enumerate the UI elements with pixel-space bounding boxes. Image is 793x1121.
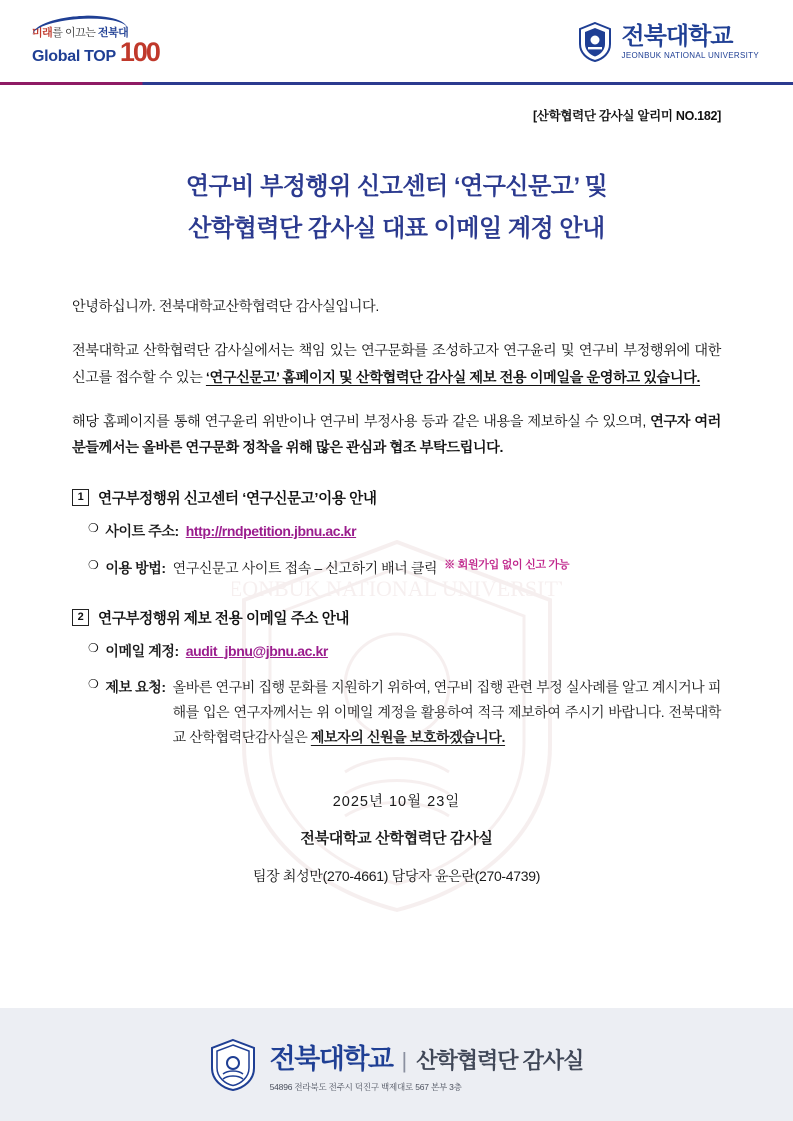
intro-paragraph-1 [72,338,721,391]
section-2-title: 연구부정행위 제보 전용 이메일 주소 안내 [98,610,350,627]
list-item [72,675,721,751]
university-name-kr: 전북대학교 [621,22,733,50]
item-text-a: 올바른 연구비 집행 문화를 지원하기 위하여, 연구비 집행 관련 부정 실사례를 알고 계시거나 피해를 입은 연구자께서는 위 이메일 계정을 활용하여 적극 제보하여 주시기 바랍니다. 전북대학교 산학협력단감사실은 [172,678,721,746]
item-label: 제보 요청: [105,678,166,695]
section-1-heading [72,487,721,508]
page-header [0,0,793,82]
bullet-circle-icon: ❍ [88,676,99,691]
page-title [72,166,721,250]
bullet-circle-icon: ❍ [88,557,99,572]
jbnu-global-top-logo [32,24,212,68]
intro-p1-text-b: ‘연구신문고’ 홈페이지 및 산학협력단 감사실 제보 전용 이메일을 운영하고 있습니다. [205,369,701,386]
intro-p2-text-a: 해당 홈페이지를 통해 연구윤리 위반이나 연구비 부정사용 등과 같은 내용을 제보하실 수 있으며, [72,413,651,430]
jbnu-wordmark [578,22,759,62]
section-2 [72,607,721,751]
list-item [72,556,721,581]
bullet-circle-icon: ❍ [88,521,99,536]
document-date: 2025년 10월 23일 [332,794,461,811]
footer-university-name: 전북대학교 [269,1043,393,1074]
audit-email-link[interactable]: audit_jbnu@jbnu.ac.kr [185,642,328,659]
logo-global-top [32,37,212,67]
section-1-number: 1 [72,489,89,506]
item-text-b: 제보자의 신원을 보호하겠습니다. [310,729,506,746]
svg-text:JEONBUK NATIONAL UNIVERSITY: JEONBUK NATIONAL UNIVERSITY [231,576,562,601]
footer-divider: | [401,1047,408,1073]
section-1-title: 연구부정행위 신고센터 ‘연구신문고’이용 안내 [98,491,377,508]
item-label: 이용 방법: [105,559,166,576]
notice-number: [산학협력단 감사실 알리미 NO.182] [532,109,721,123]
rndpetition-site-link[interactable]: http://rndpetition.jbnu.ac.kr [185,523,357,540]
item-text: 연구신문고 사이트 접속 – 신고하기 배너 클릭 [172,559,438,576]
university-name-en: JEONBUK NATIONAL UNIVERSITY [621,51,759,61]
university-crest-icon [210,1038,256,1092]
document-body [0,106,793,1029]
intro-p1-text-a: 전북대학교 산학협력단 감사실에서는 책임 있는 연구문화를 조성하고자 연구윤리 및 연구비 부정행위에 대한 신고를 접수할 수 있는 [72,343,721,386]
greeting-paragraph: 안녕하십니까. 전북대학교산학협력단 감사실입니다. [72,299,379,315]
header-divider [0,82,793,85]
item-note: ※ 회원가입 없이 신고 가능 [444,558,570,571]
section-1 [72,487,721,580]
item-body [173,675,721,751]
item-label: 이메일 계정: [105,642,179,659]
global-top-number: 100 [119,37,159,67]
logo-tagline: 미래를 이끄는 전북대 [32,27,129,39]
contact-info: 팀장 최성만(270-4661) 담당자 윤은란(270-4739) [252,868,541,885]
footer-address: 54896 전라북도 전주시 덕진구 백제대로 567 본부 3층 [269,1081,462,1092]
global-top-text: Global TOP [32,48,116,65]
page-footer [0,1008,793,1121]
section-2-number: 2 [72,609,89,626]
list-item [72,639,721,664]
issuing-organization: 전북대학교 산학협력단 감사실 [300,830,493,848]
bullet-circle-icon: ❍ [88,640,99,655]
page-title-line2: 산학협력단 감사실 대표 이메일 계정 안내 [188,215,605,242]
section-2-heading [72,607,721,628]
footer-department: 산학협력단 감사실 [416,1047,584,1073]
item-label: 사이트 주소: [105,523,179,540]
university-crest-icon [578,22,612,62]
list-item [72,519,721,544]
intro-p2-text-b: 연구자 여러분들께서는 올바른 연구문화 정착을 위해 많은 관심과 협조 부탁드립니다. [72,413,721,457]
page-title-line1: 연구비 부정행위 신고센터 ‘연구신문고’ 및 [185,173,608,200]
intro-paragraph-2 [72,409,721,462]
